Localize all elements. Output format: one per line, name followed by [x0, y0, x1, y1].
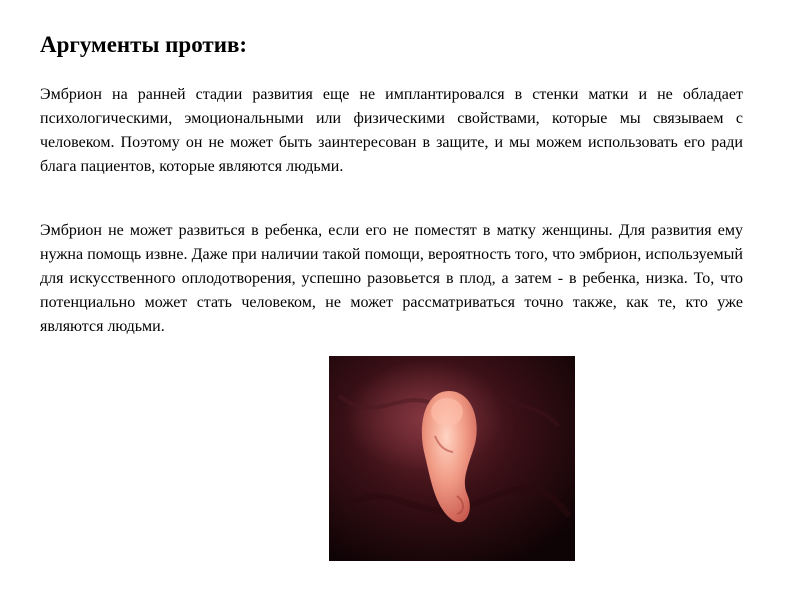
- embryo-illustration: [329, 356, 575, 561]
- paragraph-early-stage: Эмбрион на ранней стадии развития еще не имплантировался в стенки матки и не обладает психологическими, эмоциональными или физическими свойствами, которые мы связываем с человеком. Поэтому он не может быть заинтересован в защите, и мы можем использовать его ради блага пациентов, которые являются людьми.: [40, 86, 743, 175]
- embryo-head: [431, 398, 463, 426]
- embryo-photo: [329, 356, 575, 561]
- slide-title: Аргументы против:: [40, 32, 248, 57]
- paragraph-development: Эмбрион не может развиться в ребенка, если его не поместят в матку женщины. Для развития ему нужна помощь извне. Даже при наличии такой помощи, вероятность того, что эмбрион, используемый для искусственного оплодотворения, успешно разовьется в плод, а затем - в ребенка, низка. То, что потенциально может стать человеком, не может рассматриваться точно также, как те, кто уже являются людьми.: [40, 222, 743, 335]
